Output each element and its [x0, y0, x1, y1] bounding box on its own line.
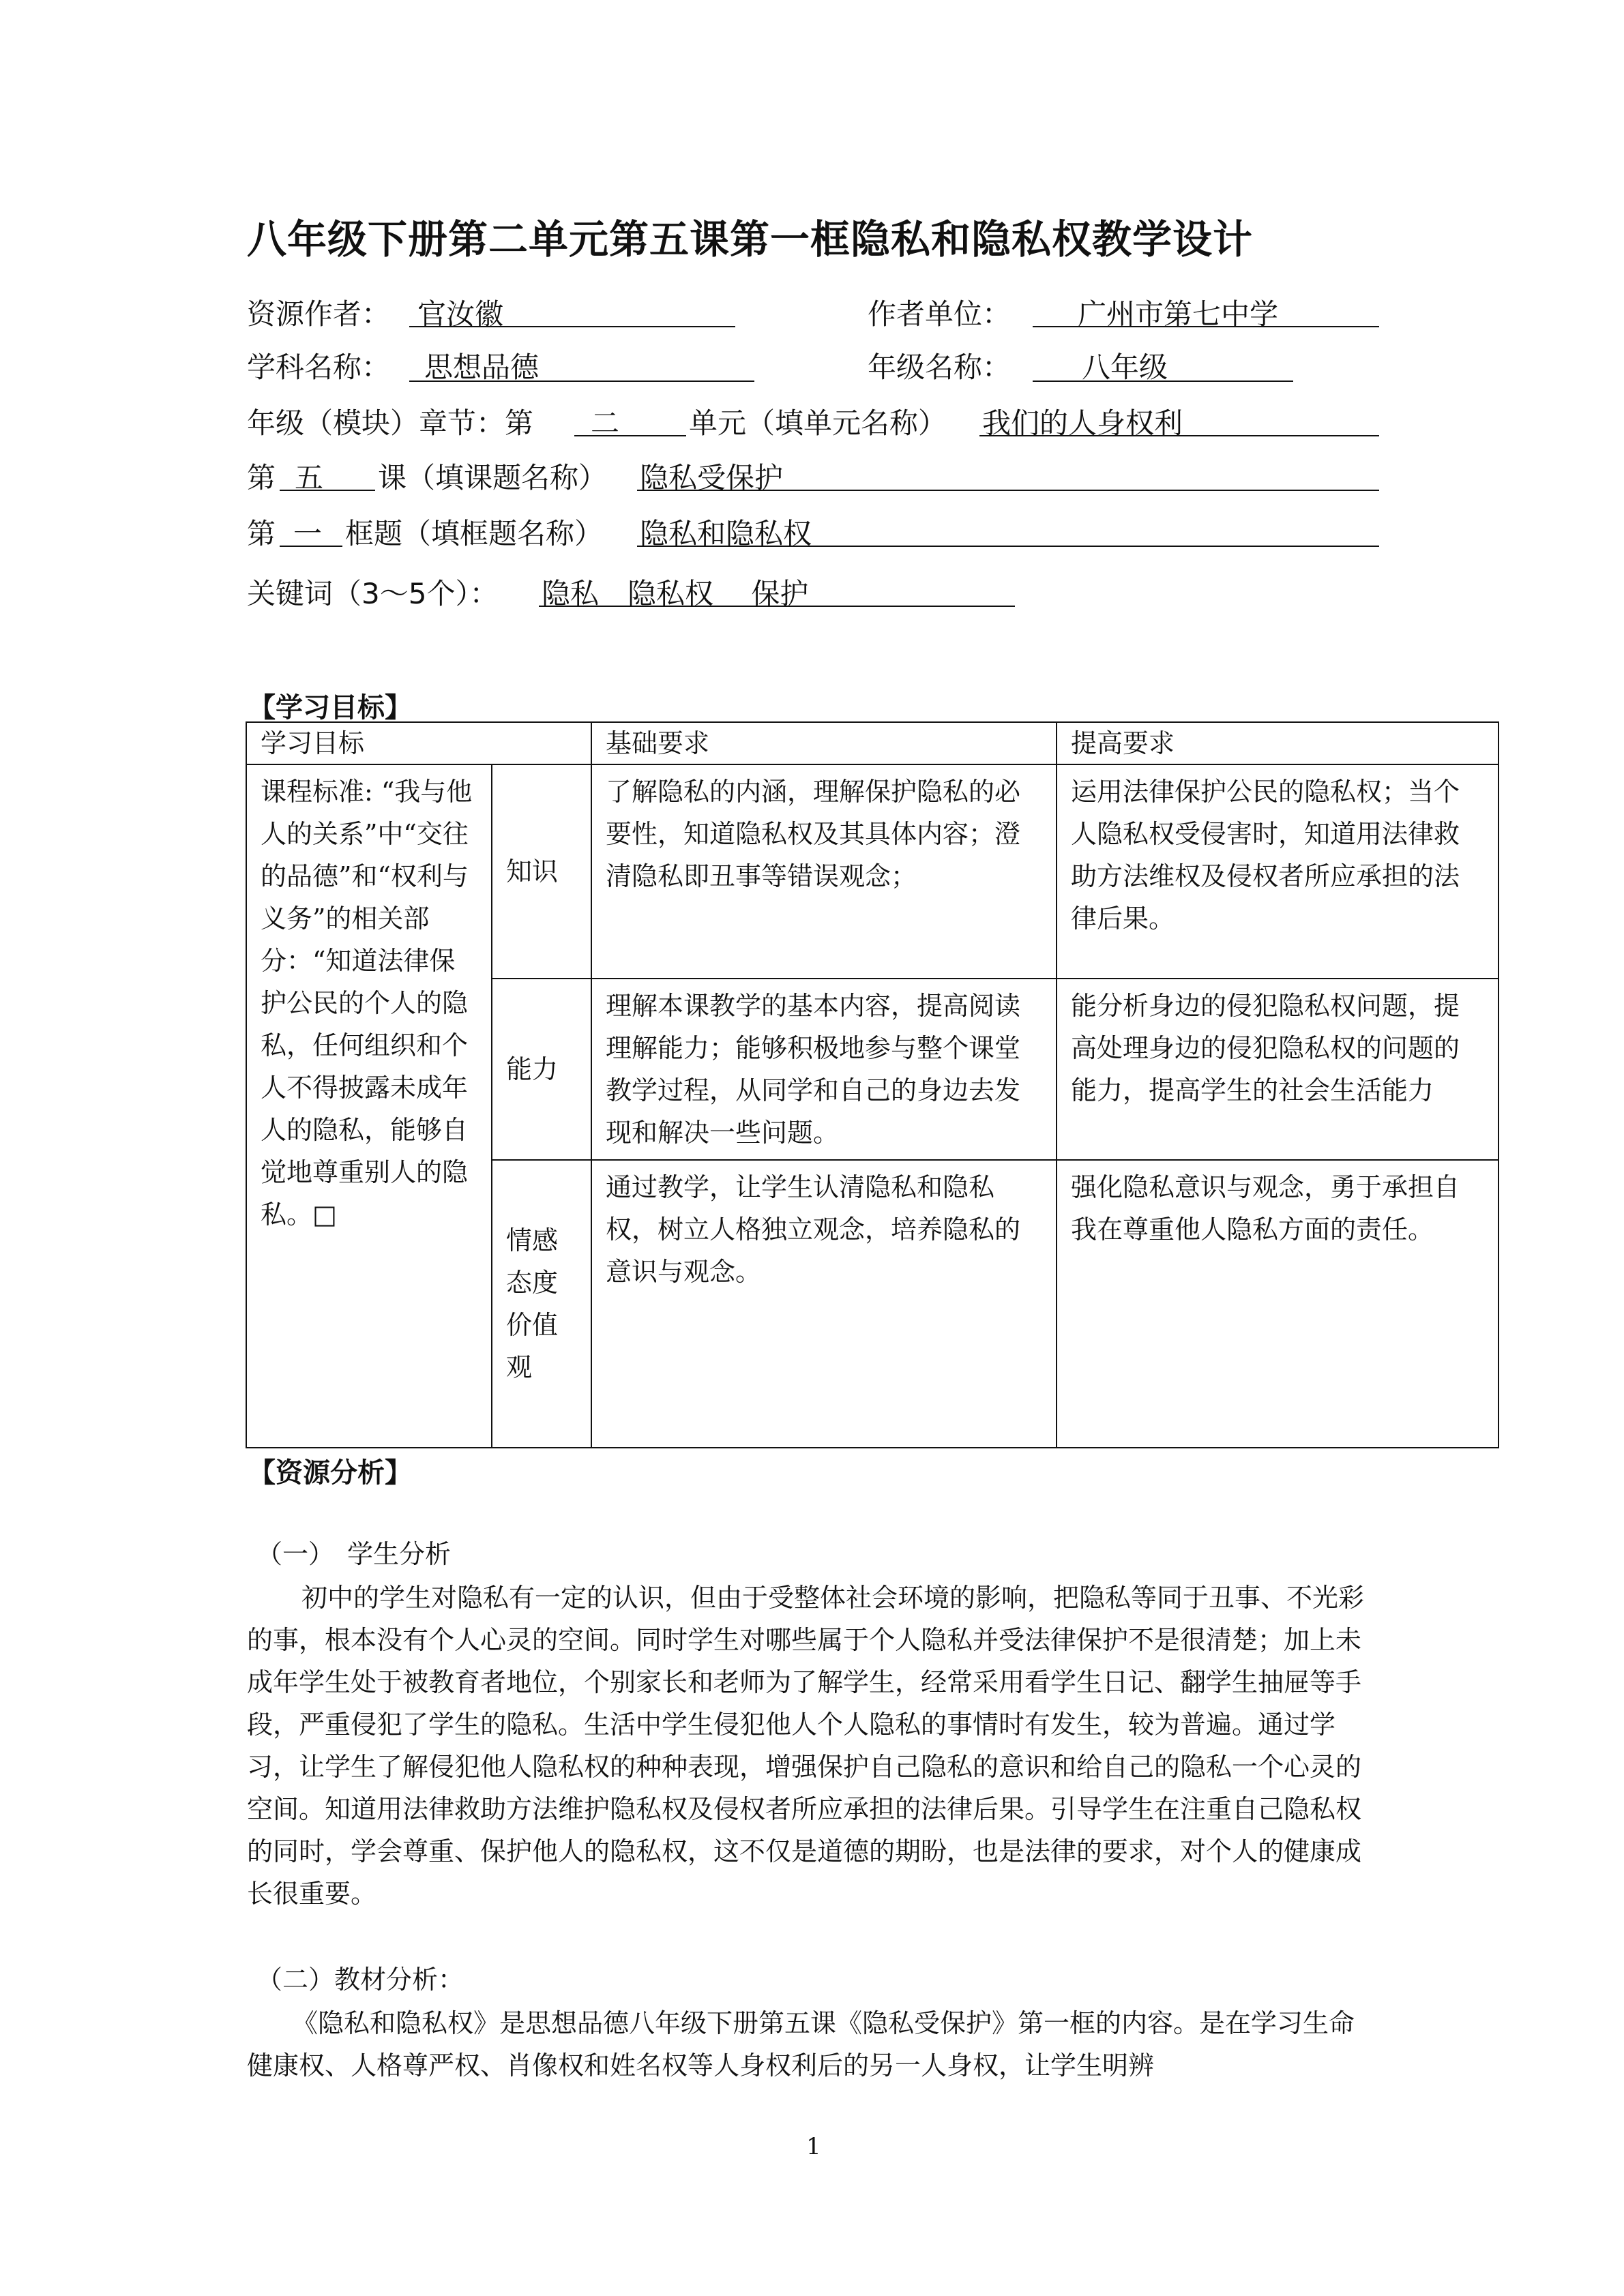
student-analysis-heading: （一） 学生分析: [256, 1539, 452, 1569]
category-knowledge: 知识: [492, 764, 591, 979]
unit-underline: [1033, 326, 1379, 327]
category-attitude: 情感态度价值观: [492, 1160, 591, 1448]
ability-advanced: 能分析身边的侵犯隐私权问题，提高处理身边的侵犯隐私权的问题的能力，提高学生的社会生活能力: [1057, 979, 1498, 1160]
frame-mid: 框题（填框题名称）: [345, 517, 604, 550]
unit-value: 广州市第七中学: [1078, 297, 1279, 331]
grade-underline: [1033, 381, 1293, 382]
chapter-prefix: 年级（模块）章节：第: [247, 406, 534, 440]
author-value: 官汝徽: [417, 297, 504, 331]
frame-name-underline: [637, 546, 1379, 547]
curriculum-standard: 课程标准: “我与他人的关系”中“交往的品德”和“权利与义务”的相关部分：“知道法律保护公民的个人的隐私，任何组织和个人不得披露未成年人的隐私，能够自觉地尊重别人的隐私。□: [246, 764, 492, 1448]
document-title: 八年级下册第二单元第五课第一框隐私和隐私权教学设计: [247, 216, 1254, 263]
objectives-heading: 【学习目标】: [248, 692, 412, 724]
grade-value: 八年级: [1082, 351, 1168, 384]
category-ability: 能力: [492, 979, 591, 1160]
objectives-table: [246, 721, 1499, 1448]
lesson-number-underline: [280, 490, 375, 491]
header-advanced: 提高要求: [1057, 722, 1498, 764]
material-analysis-heading: （二）教材分析：: [256, 1965, 464, 1995]
knowledge-basic: 了解隐私的内涵，理解保护隐私的必要性，知道隐私权及其具体内容；澄清隐私即丑事等错误观念；: [591, 764, 1057, 979]
lesson-prefix: 第: [247, 461, 276, 494]
attitude-basic: 通过教学，让学生认清隐私和隐私权，树立人格独立观念，培养隐私的意识与观念。: [591, 1160, 1057, 1448]
subject-underline: [409, 381, 754, 382]
unit-label: 作者单位：: [868, 297, 1012, 331]
ability-basic: 理解本课教学的基本内容，提高阅读理解能力；能够积极地参与整个课堂教学过程，从同学和自己的身边去发现和解决一些问题。: [591, 979, 1057, 1160]
analysis-heading: 【资源分析】: [248, 1457, 412, 1489]
lesson-name-underline: [637, 490, 1379, 491]
attitude-advanced: 强化隐私意识与观念，勇于承担自我在尊重他人隐私方面的责任。: [1057, 1160, 1498, 1448]
subject-label: 学科名称：: [247, 351, 391, 384]
frame-prefix: 第: [247, 517, 276, 550]
material-analysis-text: 《隐私和隐私权》是思想品德八年级下册第五课《隐私受保护》第一框的内容。是在学习生命健康权、人格尊严权、肖像权和姓名权等人身权利后的另一人身权，让学生明辨: [247, 2008, 1355, 2081]
frame-number-underline: [280, 546, 342, 547]
header-objective: 学习目标: [246, 722, 591, 764]
chapter-mid: 单元（填单元名称）: [689, 406, 947, 440]
frame-number: 一: [293, 517, 323, 550]
chapter-number-underline: [574, 435, 686, 436]
keywords-label: 关键词（3～5个）：: [247, 577, 499, 610]
lesson-number: 五: [295, 461, 324, 494]
author-label: 资源作者：: [247, 297, 391, 331]
keywords-value: 隐私 隐私权 保护: [542, 577, 809, 610]
subject-value: 思想品德: [424, 351, 540, 384]
header-basic: 基础要求: [591, 722, 1057, 764]
author-underline: [409, 326, 735, 327]
keywords-underline: [539, 606, 1015, 607]
chapter-name-underline: [979, 435, 1379, 436]
chapter-name: 我们的人身权利: [982, 406, 1183, 440]
chapter-number: 二: [591, 406, 620, 440]
knowledge-advanced: 运用法律保护公民的隐私权；当个人隐私权受侵害时，知道用法律救助方法维权及侵权者所应承担的法律后果。: [1057, 764, 1498, 979]
frame-name: 隐私和隐私权: [640, 517, 812, 550]
page-number: 1: [806, 2133, 821, 2160]
lesson-name: 隐私受保护: [640, 461, 784, 494]
grade-label: 年级名称：: [868, 351, 1012, 384]
lesson-mid: 课（填课题名称）: [378, 461, 608, 494]
student-analysis-text: 初中的学生对隐私有一定的认识，但由于受整体社会环境的影响，把隐私等同于丑事、不光彩的事，根本没有个人心灵的空间。同时学生对哪些属于个人隐私并受法律保护不是很清楚；加上未成年学生处于被教育者地位，个别家长和老师为了解学生，经常采用看学生日记、翻学生抽屉等手段，严重侵犯了学生的隐私。生活中学生侵犯他人个人隐私的事情时有发生，较为普遍。通过学习，让学生了解侵犯他人隐私权的种种表现，增强保护自己隐私的意识和给自己的隐私一个心灵的空间。知道用法律救助方法维护隐私权及侵权者所应承担的法律后果。引导学生在注重自己隐私权的同时，学会尊重、保护他人的隐私权，这不仅是道德的期盼，也是法律的要求，对个人的健康成长很重要。: [247, 1583, 1365, 1909]
